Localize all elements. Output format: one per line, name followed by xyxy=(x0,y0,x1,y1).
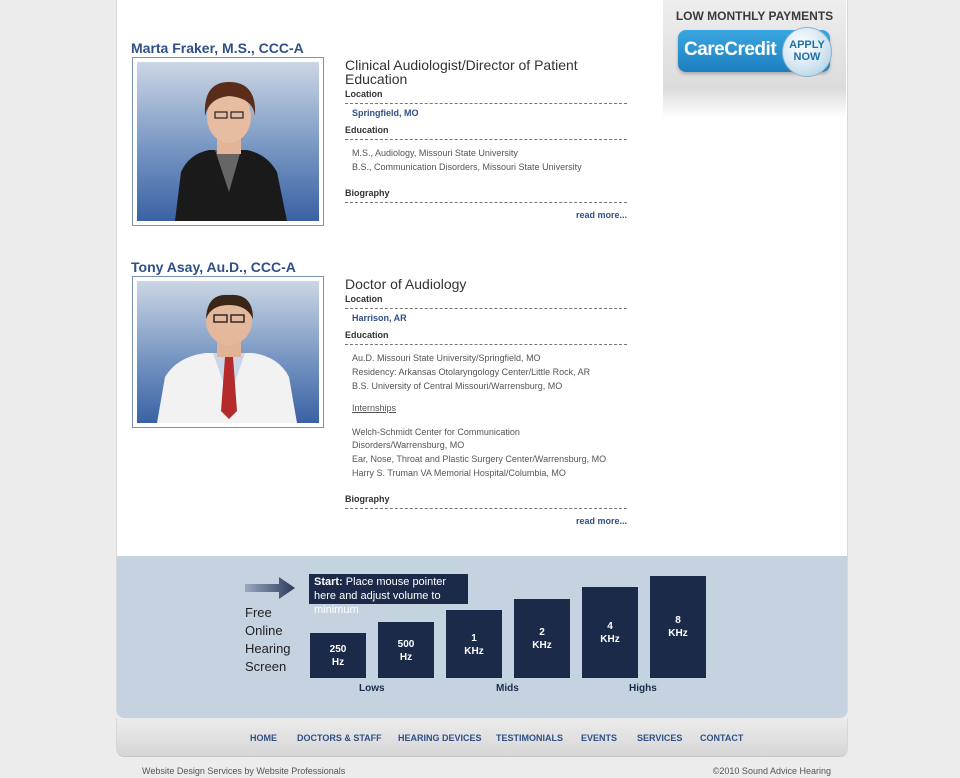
location-value: Harrison, AR xyxy=(352,313,407,323)
nav-testimonials[interactable]: TESTIMONIALS xyxy=(496,733,563,743)
internship-item: Welch-Schmidt Center for Communication xyxy=(352,427,520,437)
biography-label: Biography xyxy=(345,494,627,509)
freq-unit: Hz xyxy=(399,652,413,663)
footer-credit-link[interactable]: Website Design Services by Website Professionals xyxy=(142,766,346,776)
freq-value: 1 xyxy=(471,633,477,644)
person-silhouette xyxy=(137,62,319,221)
internship-item: Ear, Nose, Throat and Plastic Surgery Center/Warrensburg, MO xyxy=(352,454,607,464)
freq-unit: KHz xyxy=(464,646,484,657)
doctor-photo xyxy=(132,57,324,226)
nav-home[interactable]: HOME xyxy=(250,733,277,743)
freq-250hz-button[interactable] xyxy=(310,633,366,678)
free-online-hearing-screen xyxy=(245,604,305,676)
freq-1khz-button[interactable] xyxy=(446,610,502,678)
education-item: B.S., Communication Disorders, Missouri State University xyxy=(352,162,582,172)
freq-500hz-button[interactable] xyxy=(378,622,434,678)
free-line: Free xyxy=(245,605,272,620)
nav-doctors-staff[interactable]: DOCTORS & STAFF xyxy=(297,733,382,743)
internship-item: Harry S. Truman VA Memorial Hospital/Columbia, MO xyxy=(352,468,566,478)
freq-2khz-button[interactable] xyxy=(514,599,570,678)
nav-contact[interactable]: CONTACT xyxy=(700,733,744,743)
free-line: Hearing xyxy=(245,641,291,656)
footer-copyright: ©2010 Sound Advice Hearing xyxy=(712,766,831,776)
internships-label: Internships xyxy=(352,403,397,413)
free-line: Screen xyxy=(245,659,287,674)
freq-unit: Hz xyxy=(331,657,345,668)
read-more-link[interactable]: read more... xyxy=(575,210,627,220)
apply-now-badge[interactable] xyxy=(782,27,832,77)
freq-unit: KHz xyxy=(532,640,552,651)
nav-events[interactable]: EVENTS xyxy=(581,733,618,743)
start-instruction-text: Place mouse pointer here and adjust volume to minimum xyxy=(314,576,447,616)
range-mids-label: Mids xyxy=(496,683,519,694)
arrow-right-icon xyxy=(245,577,295,599)
range-highs-label: Highs xyxy=(629,683,657,694)
education-item: B.S. University of Central Missouri/Warrensburg, MO xyxy=(352,381,563,391)
read-more-link[interactable]: read more... xyxy=(575,516,627,526)
freq-value: 250 xyxy=(329,644,347,655)
doctor-photo xyxy=(132,276,324,428)
location-value: Springfield, MO xyxy=(352,108,419,118)
biography-label: Biography xyxy=(345,188,627,203)
doctor-title: Clinical Audiologist/Director of Patient Education xyxy=(345,57,578,87)
doctor-name: Marta Fraker, M.S., CCC-A xyxy=(131,40,304,56)
range-lows-label: Lows xyxy=(359,683,385,694)
promo-title: LOW MONTHLY PAYMENTS xyxy=(675,9,834,23)
freq-8khz-button[interactable] xyxy=(650,576,706,678)
freq-value: 8 xyxy=(675,615,681,626)
location-label: Location xyxy=(345,89,627,104)
person-silhouette xyxy=(137,281,319,423)
education-item: Au.D. Missouri State University/Springfield, MO xyxy=(352,353,541,363)
start-instruction[interactable] xyxy=(309,574,468,616)
internship-item: Disorders/Warrensburg, MO xyxy=(352,440,465,450)
location-label: Location xyxy=(345,294,627,309)
freq-4khz-button[interactable] xyxy=(582,587,638,678)
carecredit-apply-button[interactable] xyxy=(678,30,830,72)
free-line: Online xyxy=(245,623,283,638)
freq-unit: KHz xyxy=(668,628,688,639)
freq-value: 4 xyxy=(607,621,613,632)
doctor-name: Tony Asay, Au.D., CCC-A xyxy=(131,259,296,275)
freq-value: 2 xyxy=(539,627,545,638)
education-item: M.S., Audiology, Missouri State University xyxy=(352,148,518,158)
nav-services[interactable]: SERVICES xyxy=(637,733,683,743)
now-label: NOW xyxy=(793,51,821,63)
promo-panel xyxy=(663,0,846,118)
doctor-title: Doctor of Audiology xyxy=(345,276,467,292)
photo-background xyxy=(137,62,319,221)
education-label: Education xyxy=(345,330,627,345)
nav-hearing-devices[interactable]: HEARING DEVICES xyxy=(398,733,482,743)
apply-label: APPLY xyxy=(789,39,825,51)
education-item: Residency: Arkansas Otolaryngology Center/Little Rock, AR xyxy=(352,367,591,377)
start-bold-label: Start: xyxy=(314,576,343,588)
photo-background xyxy=(137,281,319,423)
freq-unit: KHz xyxy=(600,634,620,645)
carecredit-logo: CareCredit xyxy=(684,39,777,60)
education-label: Education xyxy=(345,125,627,140)
freq-value: 500 xyxy=(397,639,415,650)
